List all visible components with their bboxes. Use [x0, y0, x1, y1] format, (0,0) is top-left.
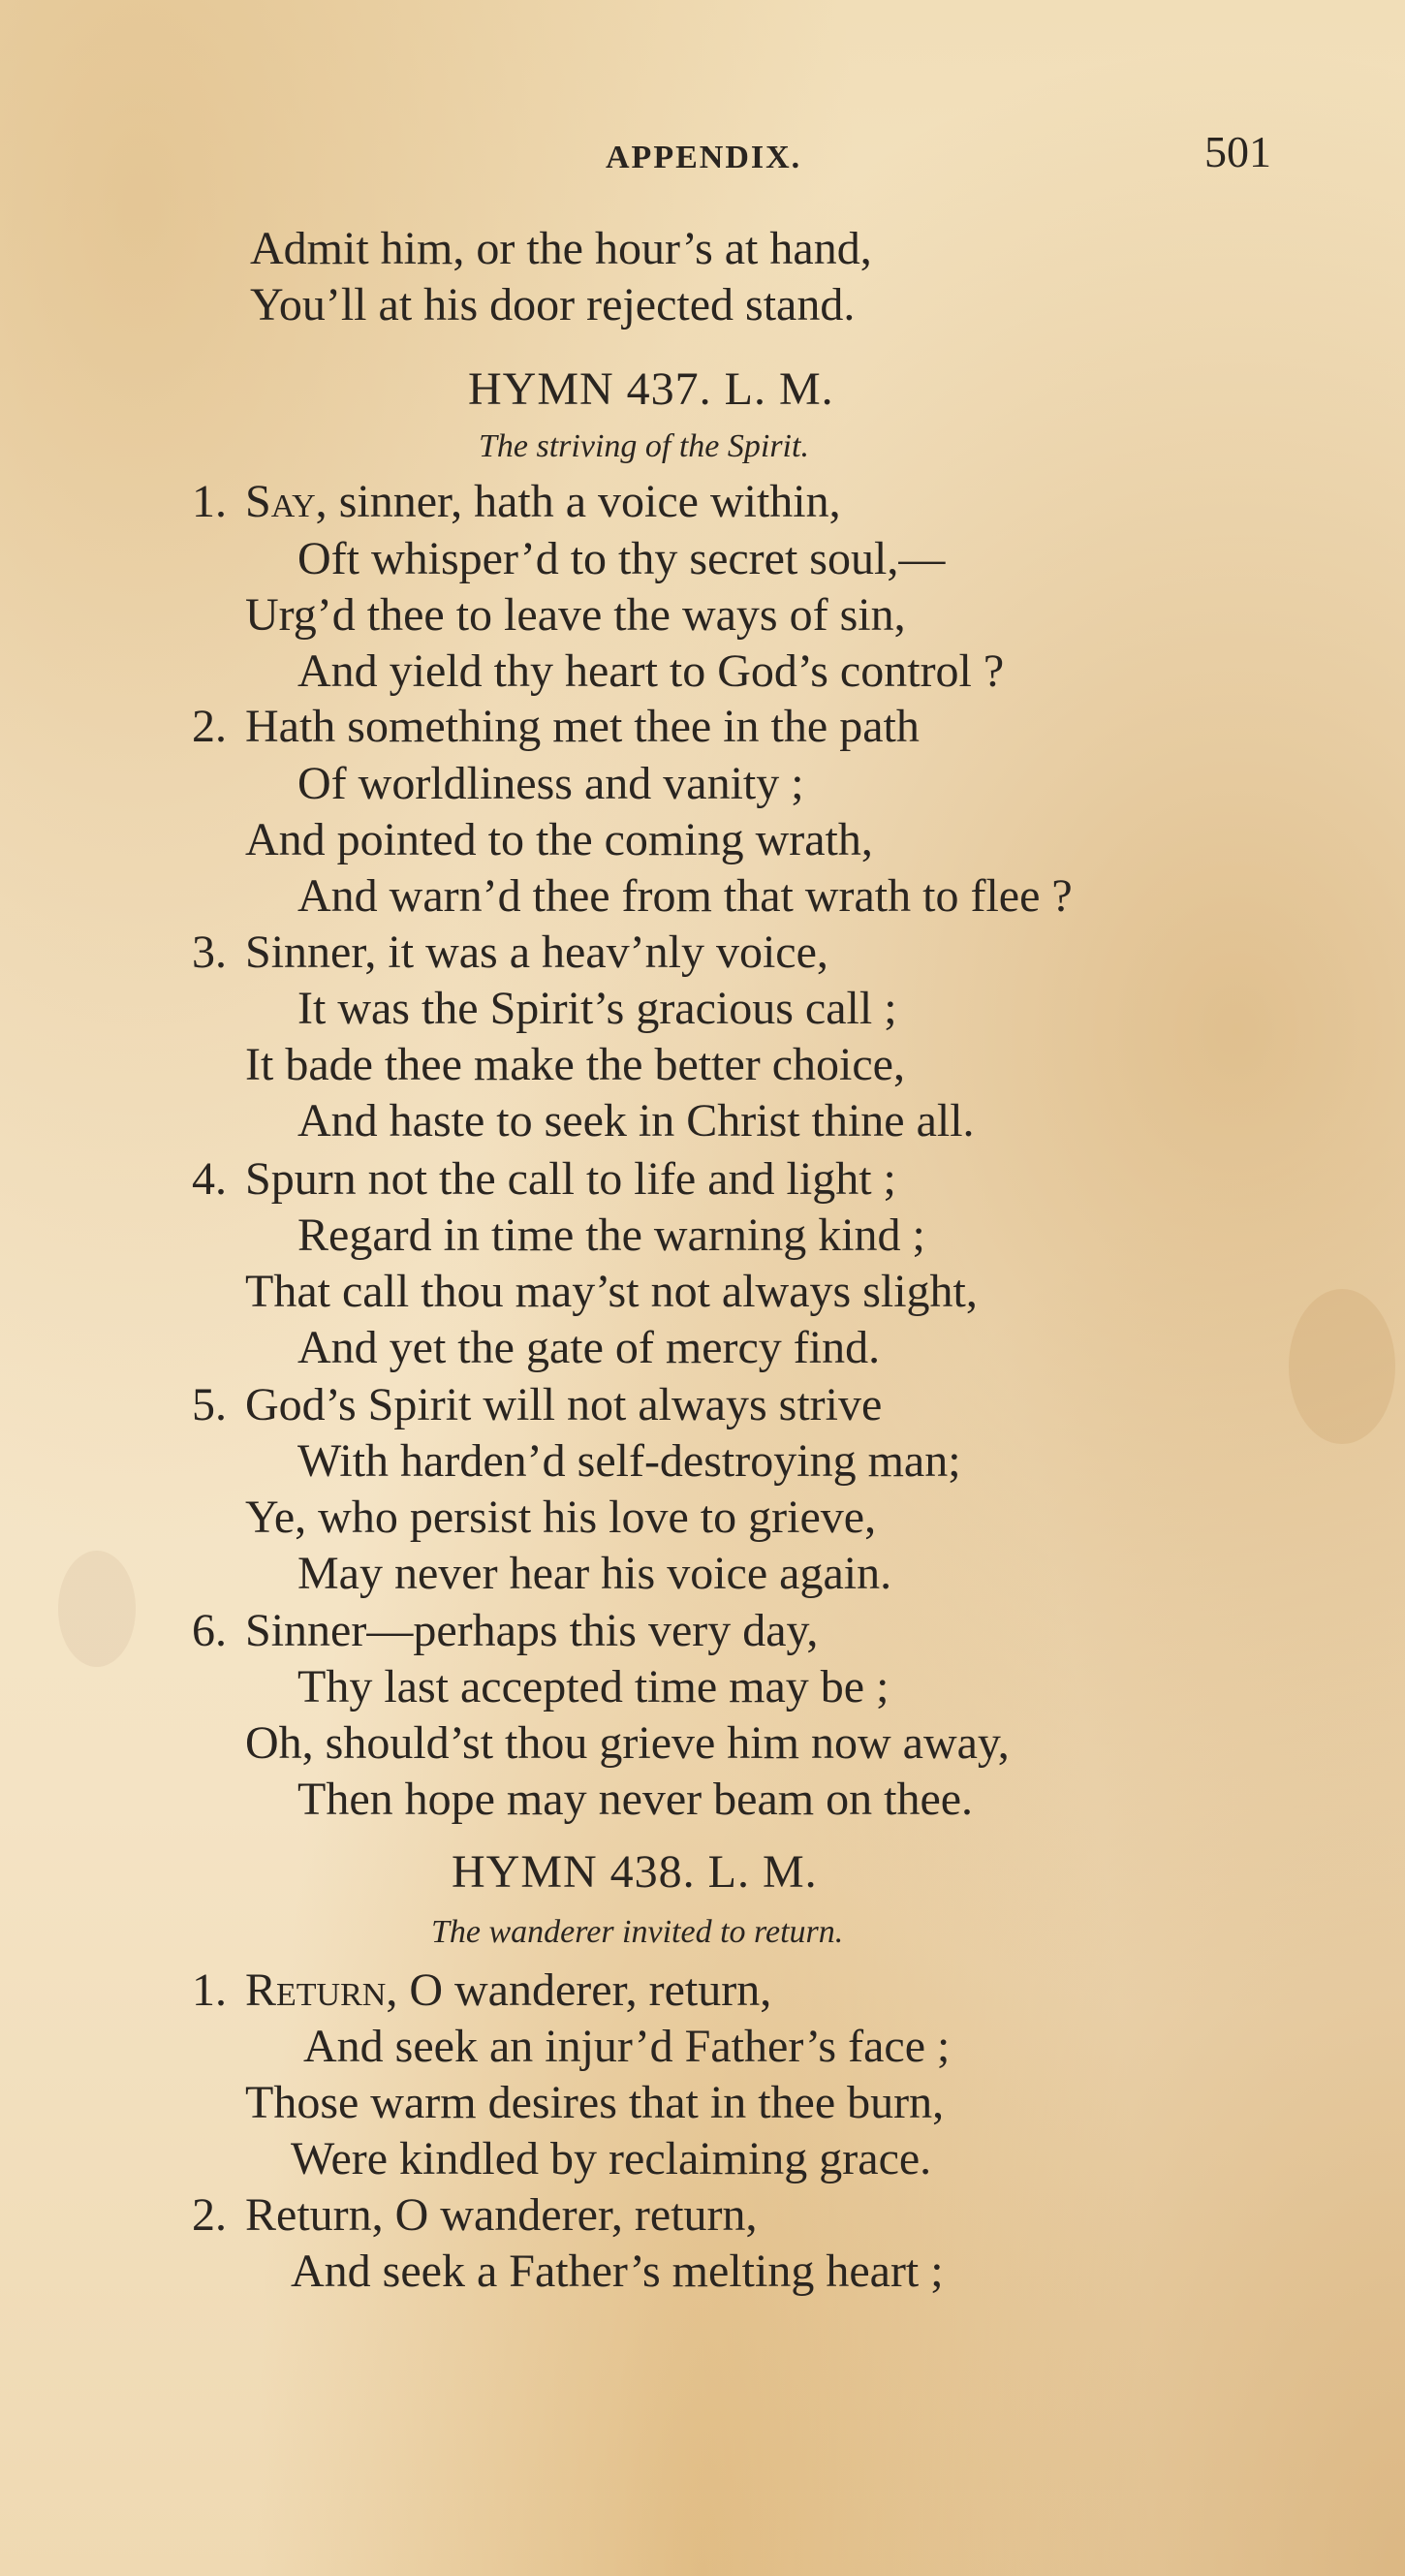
verse-line: And warn’d thee from that wrath to flee ?	[297, 870, 1073, 922]
paper-stain	[58, 1551, 136, 1667]
hymn-title: HYMN 437. L. M.	[468, 363, 834, 415]
verse-line: You’ll at his door rejected stand.	[250, 279, 856, 330]
page-header	[0, 126, 1405, 184]
verse-line: And haste to seek in Christ thine all.	[297, 1095, 975, 1147]
verse-line	[245, 476, 841, 527]
verse-line: Sinner, it was a heav’nly voice,	[245, 927, 828, 978]
verse-line: And yet the gate of mercy find.	[297, 1322, 881, 1373]
verse-line: It was the Spirit’s gracious call ;	[297, 983, 897, 1034]
hymn-title: HYMN 438. L. M.	[452, 1846, 818, 1898]
verse-line: Oft whisper’d to thy secret soul,—	[297, 533, 946, 584]
stanza-number: 6.	[192, 1605, 227, 1656]
verse-line-rest: sinner, hath a voice within,	[327, 476, 841, 527]
verse-line: With harden’d self-destroying man;	[297, 1435, 961, 1487]
verse-first-word: Return,	[245, 1964, 398, 2016]
verse-line: Of worldliness and vanity ;	[297, 758, 804, 809]
verse-line: Those warm desires that in thee burn,	[245, 2077, 945, 2128]
verse-line: And seek an injur’d Father’s face ;	[303, 2021, 951, 2072]
verse-line: And yield thy heart to God’s control ?	[297, 645, 1005, 697]
paper-stain	[1289, 1289, 1395, 1444]
verse-line: Admit him, or the hour’s at hand,	[250, 223, 872, 274]
stanza-number: 2.	[192, 2189, 227, 2241]
verse-line: Thy last accepted time may be ;	[297, 1661, 890, 1712]
stanza-number: 4.	[192, 1153, 227, 1205]
stanza-number: 1.	[192, 476, 227, 527]
page-number: 501	[1204, 127, 1271, 176]
verse-line: Ye, who persist his love to grieve,	[245, 1492, 877, 1543]
verse-line: Urg’d thee to leave the ways of sin,	[245, 589, 906, 641]
verse-line: And seek a Father’s melting heart ;	[291, 2246, 944, 2297]
stanza-number: 2.	[192, 701, 227, 752]
hymn-subtitle: The wanderer invited to return.	[431, 1914, 844, 1950]
stanza-number: 1.	[192, 1964, 227, 2016]
verse-line: That call thou may’st not always slight,	[245, 1266, 978, 1317]
verse-line: Sinner—perhaps this very day,	[245, 1605, 819, 1656]
stanza-number: 3.	[192, 927, 227, 978]
running-head: APPENDIX.	[606, 140, 802, 175]
verse-line: Then hope may never beam on thee.	[297, 1774, 974, 1825]
verse-line: Return, O wanderer, return,	[245, 2189, 758, 2241]
verse-line: It bade thee make the better choice,	[245, 1039, 905, 1090]
verse-line: Spurn not the call to life and light ;	[245, 1153, 896, 1205]
hymn-subtitle: The striving of the Spirit.	[479, 428, 809, 464]
verse-line: God’s Spirit will not always strive	[245, 1379, 883, 1430]
stanza-number: 5.	[192, 1379, 227, 1430]
verse-line: Regard in time the warning kind ;	[297, 1209, 925, 1261]
verse-line: Were kindled by reclaiming grace.	[291, 2133, 932, 2184]
verse-first-word: Say,	[245, 476, 328, 527]
verse-line: May never hear his voice again.	[297, 1548, 892, 1599]
verse-line: And pointed to the coming wrath,	[245, 814, 873, 865]
verse-line	[245, 1964, 772, 2016]
verse-line-rest: O wanderer, return,	[397, 1964, 772, 2016]
verse-line: Hath something met thee in the path	[245, 701, 920, 752]
verse-line: Oh, should’st thou grieve him now away,	[245, 1717, 1010, 1769]
